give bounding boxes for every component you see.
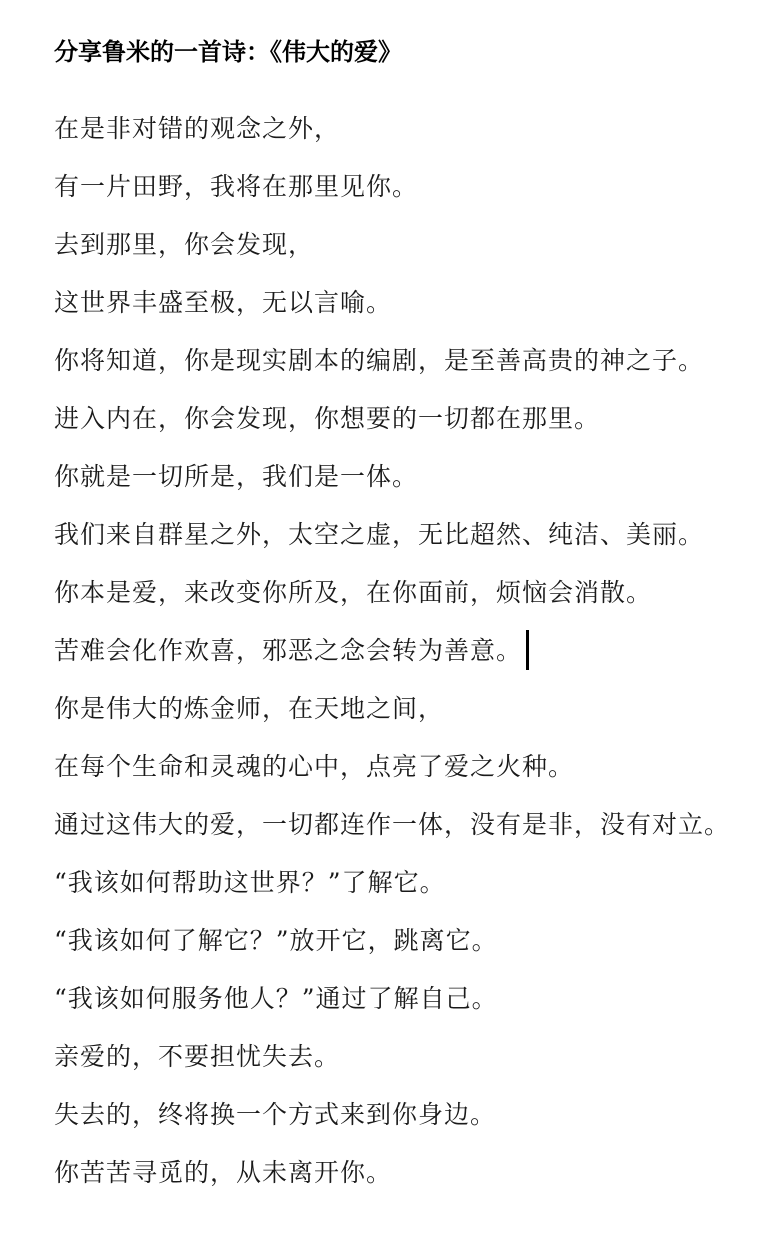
text-cursor [526,630,529,670]
poem-line: 你本是爱，来改变你所及，在你面前，烦恼会消散。 [54,578,653,607]
poem-line-text: 苦难会化作欢喜，邪恶之念会转为善意。 [54,636,523,665]
poem-line: 亲爱的，不要担忧失去。 [54,1042,341,1071]
poem-line: 在每个生命和灵魂的心中，点亮了爱之火种。 [54,752,575,781]
poem-line: 在是非对错的观念之外， [54,114,341,143]
poem-line: 失去的，终将换一个方式来到你身边。 [54,1100,497,1129]
poem-line: 你就是一切所是，我们是一体。 [54,462,419,491]
poem-line: 通过这伟大的爱，一切都连作一体，没有是非，没有对立。 [54,810,731,839]
poem-line: “我该如何了解它？”放开它，跳离它。 [54,926,498,955]
poem-line: 你苦苦寻觅的，从未离开你。 [54,1158,393,1187]
poem-body [54,100,730,1202]
poem-line: 你是伟大的炼金师，在天地之间， [54,694,445,723]
poem-line: 有一片田野，我将在那里见你。 [54,172,419,201]
poem-line: 去到那里，你会发现， [54,230,315,259]
poem-line: 你将知道，你是现实剧本的编剧，是至善高贵的神之子。 [54,346,705,375]
poem-line: “我该如何服务他人？”通过了解自己。 [54,984,498,1013]
poem-line: 进入内在，你会发现，你想要的一切都在那里。 [54,404,601,433]
document-title: 分享鲁米的一首诗：《伟大的爱》 [54,38,402,66]
poem-line: “我该如何帮助这世界？”了解它。 [54,868,446,897]
poem-line-with-cursor[interactable] [54,622,730,680]
poem-line: 我们来自群星之外，太空之虚，无比超然、纯洁、美丽。 [54,520,705,549]
poem-line: 这世界丰盛至极，无以言喻。 [54,288,393,317]
